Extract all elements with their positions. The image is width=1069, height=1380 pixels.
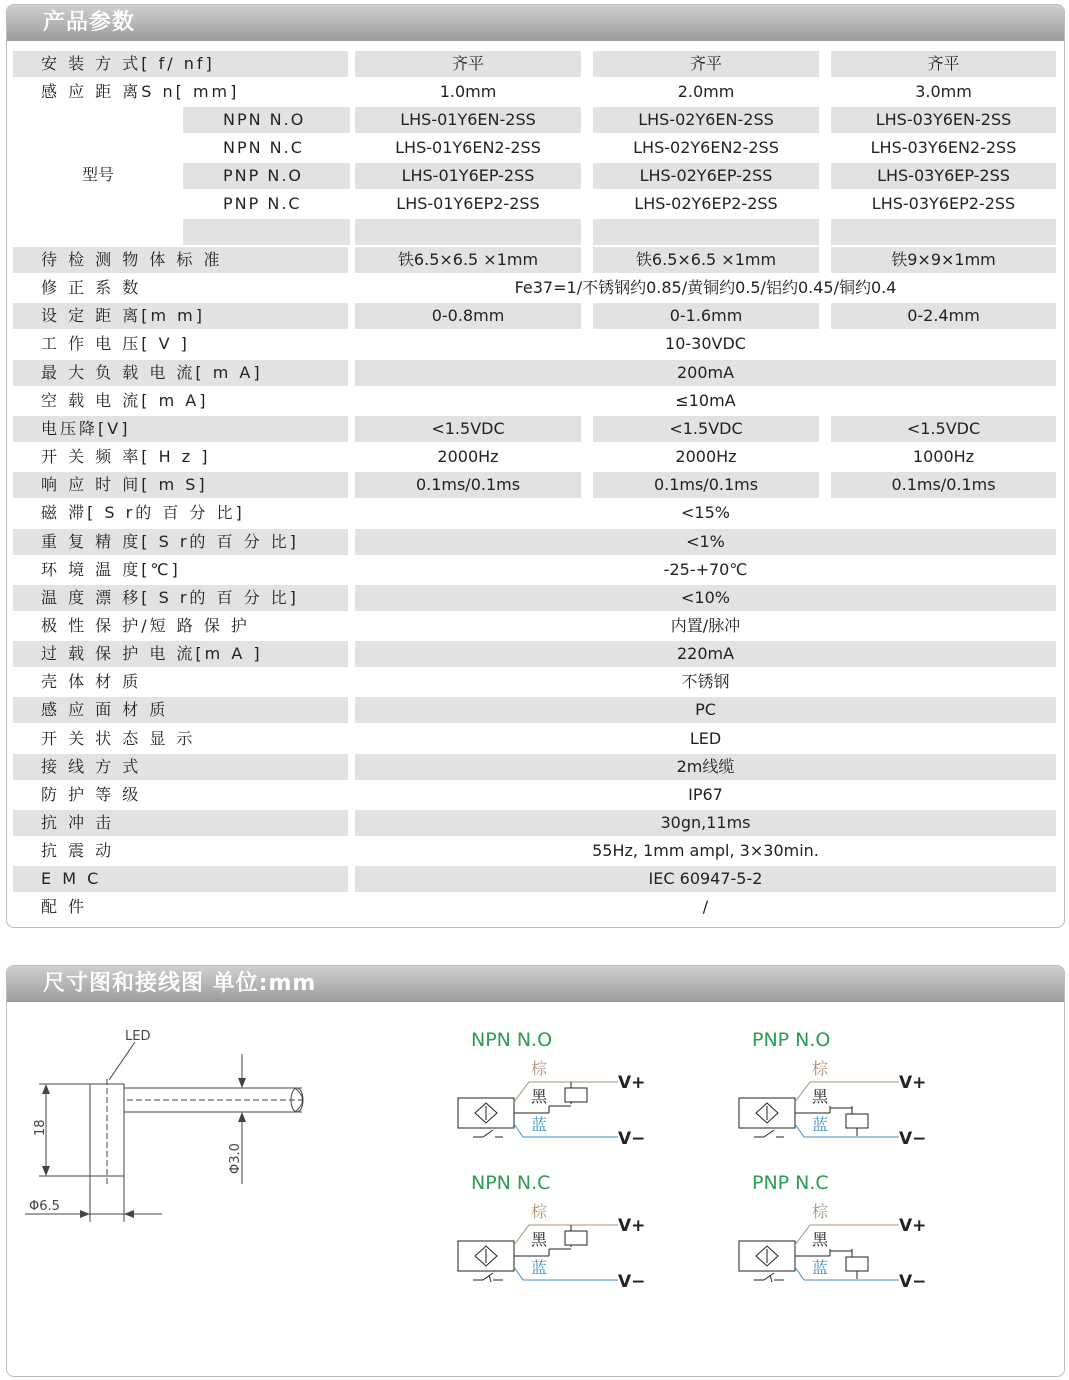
drawing-title: 尺寸图和接线图 单位:mm	[7, 966, 1064, 1002]
cell: 0.1ms/0.1ms	[593, 472, 819, 498]
cell: 0.1ms/0.1ms	[831, 472, 1056, 498]
brown-wire-label: 棕	[531, 1202, 548, 1221]
table-row	[13, 274, 1056, 302]
model-type: NPN N.O	[183, 107, 350, 133]
row-label: 磁 滞[ S r的 百 分 比]	[41, 503, 245, 523]
vminus-label: V−	[618, 1272, 646, 1292]
cell: 55Hz, 1mm ampl, 3×30min.	[592, 841, 819, 861]
table-row	[13, 528, 1056, 556]
cell: LHS-03Y6EP2-2SS	[871, 194, 1016, 213]
black-wire-label: 黑	[812, 1087, 829, 1106]
row-label: 抗 冲 击	[13, 810, 348, 836]
diameter-dim: Φ3.0	[228, 1143, 243, 1174]
cell: 30gn,11ms	[355, 810, 1056, 836]
cell: <1.5VDC	[831, 416, 1056, 442]
cell: ≤10mA	[675, 390, 736, 410]
model-label: 型号	[81, 165, 114, 184]
width-dim: Φ6.5	[29, 1199, 60, 1214]
table-row	[13, 893, 1056, 921]
cell: 2000Hz	[437, 447, 499, 467]
vplus-label: V+	[899, 1216, 927, 1236]
brown-wire-label: 棕	[531, 1059, 548, 1078]
vminus-label: V−	[618, 1129, 646, 1149]
cell: 0-1.6mm	[593, 303, 819, 329]
cell: LHS-01Y6EN2-2SS	[395, 138, 541, 157]
row-label: 安 装 方 式[ f/ nf]	[13, 51, 348, 77]
vplus-label: V+	[899, 1073, 927, 1093]
row-label: 配 件	[41, 897, 88, 917]
table-row	[13, 471, 1056, 499]
row-label: 最 大 负 载 电 流[ m A]	[13, 360, 348, 386]
row-label: 设 定 距 离[m m]	[13, 303, 348, 329]
cell: LHS-02Y6EN-2SS	[593, 107, 819, 133]
row-label: 工 作 电 压[ V ]	[41, 334, 190, 354]
spec-panel	[6, 4, 1065, 928]
table-row	[13, 584, 1056, 612]
table-row	[13, 696, 1056, 724]
row-label: 重 复 精 度[ S r的 百 分 比]	[13, 529, 348, 555]
vplus-label: V+	[618, 1216, 646, 1236]
model-type: PNP N.C	[223, 194, 302, 213]
cell: LHS-03Y6EN2-2SS	[870, 138, 1017, 157]
brown-wire-label: 棕	[812, 1059, 829, 1078]
cell: <10%	[355, 585, 1056, 611]
table-row	[13, 78, 1056, 106]
table-row	[13, 837, 1056, 865]
cell: 200mA	[355, 360, 1056, 386]
blue-wire-label: 蓝	[531, 1258, 548, 1277]
cell: <1%	[355, 529, 1056, 555]
table-row	[13, 809, 1056, 837]
cell: 2m线缆	[355, 754, 1056, 780]
row-label: 感 应 面 材 质	[13, 697, 348, 723]
cell: IP67	[688, 784, 723, 804]
vplus-label: V+	[618, 1073, 646, 1093]
cell: LHS-03Y6EP-2SS	[831, 163, 1056, 189]
table-row	[13, 499, 1056, 527]
cell: Fe37=1/不锈钢约0.85/黄铜约0.5/铝约0.45/铜约0.4	[514, 278, 897, 298]
table-row	[13, 359, 1056, 387]
row-label: 待 检 测 物 体 标 准	[13, 247, 348, 273]
row-label: 修 正 系 数	[41, 278, 142, 298]
cell: LHS-02Y6EN2-2SS	[633, 138, 779, 157]
row-label: 接 线 方 式	[13, 754, 348, 780]
wiring-title: PNP N.C	[752, 1172, 829, 1194]
cell: IEC 60947-5-2	[355, 866, 1056, 892]
table-row	[13, 865, 1056, 893]
table-row	[13, 668, 1056, 696]
wiring-diagram	[453, 1026, 673, 1160]
table-row	[13, 725, 1056, 753]
cell: 不锈钢	[681, 672, 730, 692]
row-label: 空 载 电 流[ m A]	[41, 390, 209, 410]
cell: <15%	[681, 503, 730, 523]
cell: 1000Hz	[912, 447, 975, 467]
led-label: LED	[125, 1029, 151, 1044]
table-row	[13, 640, 1056, 668]
table-row	[13, 781, 1056, 809]
table-row	[13, 556, 1056, 584]
row-label: 极 性 保 护/短 路 保 护	[41, 615, 250, 635]
drawing-panel	[6, 965, 1065, 1377]
table-row	[13, 415, 1056, 443]
table-row	[13, 302, 1056, 330]
table-row	[13, 753, 1056, 781]
wiring-diagram	[453, 1169, 673, 1303]
cell: 220mA	[355, 641, 1056, 667]
height-dim: 18	[33, 1119, 48, 1136]
row-label: 防 护 等 级	[41, 784, 142, 804]
cell: LHS-01Y6EN-2SS	[355, 107, 581, 133]
cell: 铁6.5×6.5 ×1mm	[355, 247, 581, 273]
wiring-title: PNP N.O	[752, 1029, 831, 1051]
black-wire-label: 黑	[531, 1230, 548, 1249]
cell: 10-30VDC	[665, 334, 746, 354]
cell: <1.5VDC	[355, 416, 581, 442]
row-label: 电压降[V]	[13, 416, 348, 442]
row-label: 感 应 距 离S n[ mm]	[41, 82, 240, 101]
model-type: NPN N.C	[223, 138, 304, 157]
blue-wire-label: 蓝	[812, 1258, 829, 1277]
wiring-diagram	[734, 1169, 954, 1303]
blue-wire-label: 蓝	[812, 1115, 829, 1134]
row-label: 响 应 时 间[ m S]	[13, 472, 348, 498]
cell: LHS-03Y6EN-2SS	[831, 107, 1056, 133]
cell: 齐平	[831, 51, 1056, 77]
cell: 2.0mm	[677, 82, 735, 101]
cell: 齐平	[355, 51, 581, 77]
cell: 3.0mm	[915, 82, 972, 101]
blue-wire-label: 蓝	[531, 1115, 548, 1134]
wiring-title: NPN N.O	[471, 1029, 553, 1051]
row-label: 开 关 状 态 显 示	[41, 728, 196, 748]
cell: 2000Hz	[675, 447, 737, 467]
table-row	[13, 246, 1056, 274]
cell: 0-0.8mm	[355, 303, 581, 329]
model-type: PNP N.O	[183, 163, 350, 189]
row-label: 温 度 漂 移[ S r的 百 分 比]	[13, 585, 348, 611]
cell: LED	[689, 728, 722, 748]
cell: 1.0mm	[439, 82, 497, 101]
cell: LHS-01Y6EP-2SS	[355, 163, 581, 189]
row-label: 抗 震 动	[41, 841, 115, 861]
table-row	[13, 443, 1056, 471]
spec-title: 产品参数	[7, 5, 1064, 41]
cell: -25-+70℃	[663, 559, 748, 579]
cell: 铁9×9×1mm	[831, 247, 1056, 273]
cell: LHS-02Y6EP2-2SS	[634, 194, 778, 213]
vminus-label: V−	[899, 1272, 927, 1292]
black-wire-label: 黑	[531, 1087, 548, 1106]
row-label: 过 载 保 护 电 流[m A ]	[13, 641, 348, 667]
row-label: 环 境 温 度[℃]	[41, 559, 181, 579]
cell: 0.1ms/0.1ms	[355, 472, 581, 498]
cell: 内置/脉冲	[670, 615, 741, 635]
wiring-title: NPN N.C	[471, 1172, 551, 1194]
black-wire-label: 黑	[812, 1230, 829, 1249]
table-row	[13, 50, 1056, 78]
wiring-diagram	[734, 1026, 954, 1160]
table-row	[13, 612, 1056, 640]
cell: 齐平	[593, 51, 819, 77]
model-label-box	[13, 106, 183, 246]
cell: PC	[355, 697, 1056, 723]
row-label: E M C	[13, 866, 348, 892]
cell: <1.5VDC	[593, 416, 819, 442]
cell: 铁6.5×6.5 ×1mm	[593, 247, 819, 273]
cell: LHS-01Y6EP2-2SS	[396, 194, 540, 213]
cell: 0-2.4mm	[831, 303, 1056, 329]
cell: /	[702, 897, 709, 917]
table-row	[13, 330, 1056, 358]
row-label: 开 关 频 率[ H z ]	[41, 447, 211, 467]
table-row	[13, 387, 1056, 415]
brown-wire-label: 棕	[812, 1202, 829, 1221]
dimension-drawing	[17, 1024, 337, 1254]
cell: LHS-02Y6EP-2SS	[593, 163, 819, 189]
row-label: 壳 体 材 质	[41, 672, 142, 692]
vminus-label: V−	[899, 1129, 927, 1149]
